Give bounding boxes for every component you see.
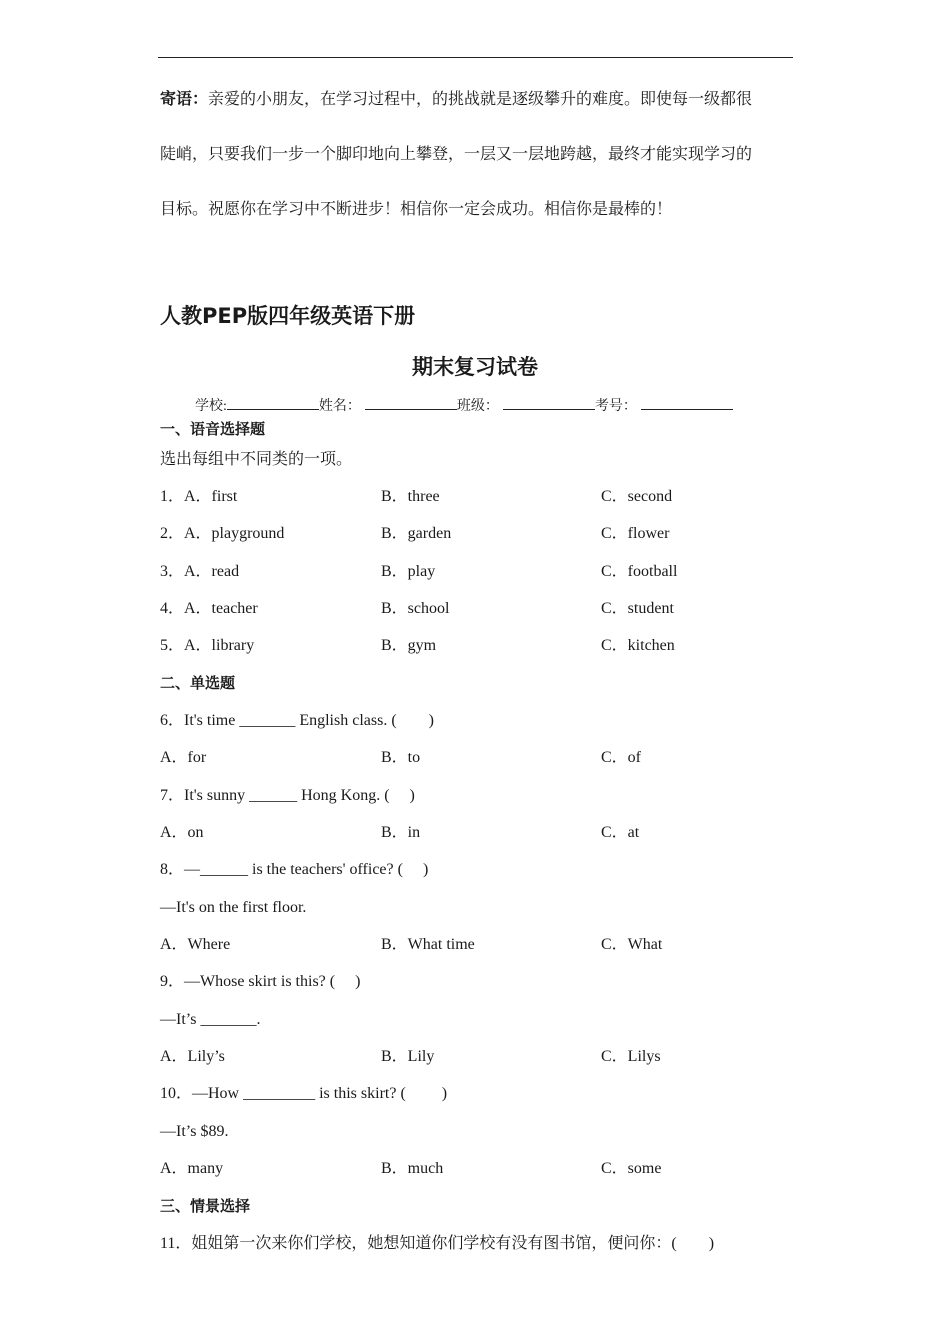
document-subtitle: 期末复习试卷 <box>412 355 538 379</box>
note-label: 寄语： <box>160 91 209 108</box>
q7-option-a: A．on <box>160 824 204 841</box>
note-line-2: 陡峭，只要我们一步一个脚印地向上攀登，一层又一层地跨越，最终才能实现学习的 <box>160 146 753 163</box>
q7-stem: 7．It's sunny ______ Hong Kong. ( ) <box>160 787 415 804</box>
name-blank[interactable] <box>365 395 457 410</box>
section-2-heading: 二、单选题 <box>160 674 236 692</box>
q4-option-c: C．student <box>601 600 674 617</box>
q7-option-c: C．at <box>601 824 640 841</box>
q1-option-a: 1．A．first <box>160 488 238 505</box>
q10-option-b: B．much <box>381 1160 444 1177</box>
q6-option-a: A．for <box>160 749 207 766</box>
q11-stem: 11．姐姐第一次来你们学校，她想知道你们学校有没有图书馆，便问你：( ) <box>160 1235 715 1252</box>
q8-stem: 8．—______ is the teachers' office? ( ) <box>160 861 429 878</box>
q3-option-c: C．football <box>601 563 678 580</box>
class-blank[interactable] <box>503 395 595 410</box>
q10-reply: —It’s $89. <box>160 1123 229 1140</box>
q2-option-a: 2．A．playground <box>160 525 285 542</box>
section-1-heading: 一、语音选择题 <box>160 420 266 438</box>
q6-stem: 6．It's time _______ English class. ( ) <box>160 712 434 729</box>
section-3-heading: 三、情景选择 <box>160 1197 251 1215</box>
q5-option-a: 5．A．library <box>160 637 255 654</box>
q2-option-b: B．garden <box>381 525 452 542</box>
q10-stem: 10．—How _________ is this skirt? ( ) <box>160 1085 448 1102</box>
q9-reply: —It’s _______. <box>160 1011 261 1028</box>
section-1-instruction: 选出每组中不同类的一项。 <box>160 451 353 468</box>
q3-option-a: 3．A．read <box>160 563 240 580</box>
q8-option-b: B．What time <box>381 936 475 953</box>
q9-option-b: B．Lily <box>381 1048 435 1065</box>
q6-option-b: B．to <box>381 749 421 766</box>
note-line-3: 目标。祝愿你在学习中不断进步！相信你一定会成功。相信你是最棒的！ <box>160 201 673 218</box>
q3-option-b: B．play <box>381 563 436 580</box>
class-label: 班级： <box>456 399 499 414</box>
note-text-1: 亲爱的小朋友，在学习过程中，的挑战就是逐级攀升的难度。即使每一级都很 <box>208 91 753 108</box>
number-label: 考号： <box>594 399 637 414</box>
q10-option-a: A．many <box>160 1160 224 1177</box>
q8-option-a: A．Where <box>160 936 231 953</box>
q9-stem: 9．—Whose skirt is this? ( ) <box>160 973 361 990</box>
q1-option-b: B．three <box>381 488 440 505</box>
q7-option-b: B．in <box>381 824 421 841</box>
q6-option-c: C．of <box>601 749 642 766</box>
header-rule <box>158 57 793 58</box>
q9-option-a: A．Lily’s <box>160 1048 225 1065</box>
q1-option-c: C．second <box>601 488 673 505</box>
number-blank[interactable] <box>641 395 733 410</box>
q4-option-a: 4．A．teacher <box>160 600 258 617</box>
document-title: 人教PEP版四年级英语下册 <box>160 304 416 328</box>
q5-option-c: C．kitchen <box>601 637 675 654</box>
q2-option-c: C．flower <box>601 525 670 542</box>
school-label: 学校: <box>195 399 227 414</box>
q9-option-c: C．Lilys <box>601 1048 661 1065</box>
q8-option-c: C．What <box>601 936 663 953</box>
school-blank[interactable] <box>227 395 319 410</box>
q10-option-c: C．some <box>601 1160 662 1177</box>
note-line-1 <box>160 90 800 110</box>
name-label: 姓名： <box>318 399 361 414</box>
q4-option-b: B．school <box>381 600 450 617</box>
q8-reply: —It's on the first floor. <box>160 899 307 916</box>
q5-option-b: B．gym <box>381 637 437 654</box>
student-info-row <box>195 395 733 416</box>
